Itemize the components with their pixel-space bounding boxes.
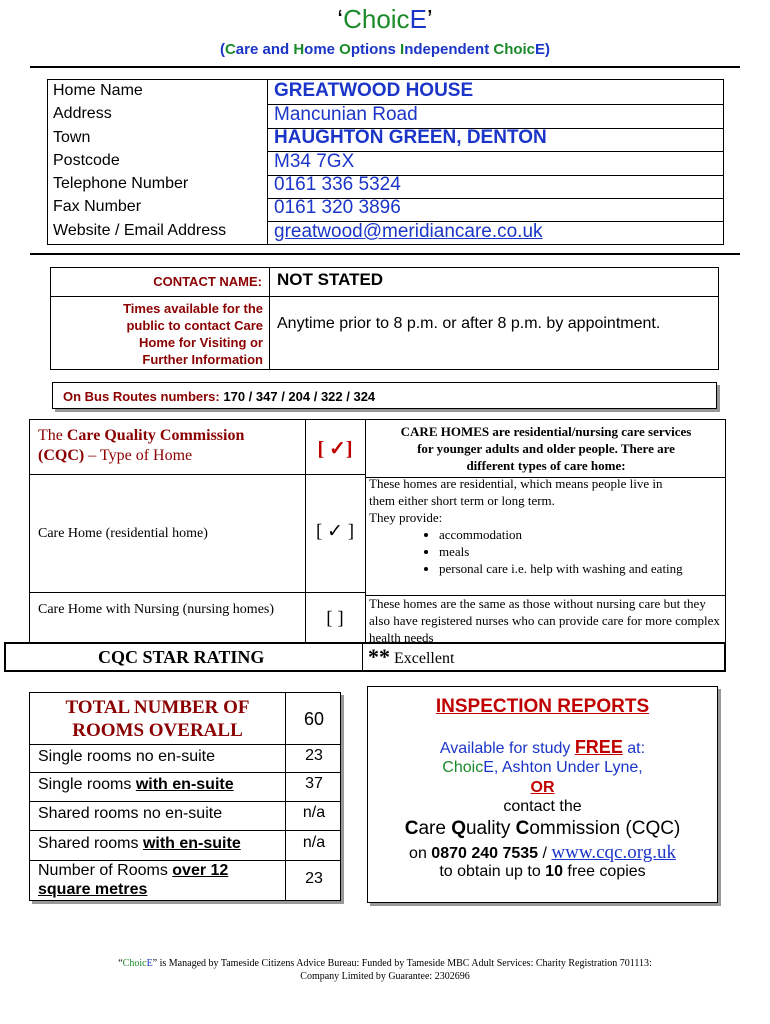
postcode-label: Postcode [53, 152, 120, 169]
cqc-header-part: Care Quality Commission [66, 427, 245, 444]
inspection-reports-box [367, 686, 718, 903]
cqc-header-part: The [38, 427, 67, 444]
care-homes-desc-line: different types of care home: [466, 458, 626, 473]
label-part: over 12 [172, 862, 229, 879]
row-divider [30, 744, 340, 745]
bus-routes-value: 170 / 347 / 204 / 322 / 324 [223, 389, 376, 404]
subtitle-part: ome [304, 41, 340, 58]
subtitle-part: H [293, 41, 305, 58]
care-homes-description [369, 423, 723, 474]
inspection-part: uality [465, 818, 516, 839]
inspection-part: C [515, 818, 530, 839]
inspection-title: INSPECTION REPORTS [435, 696, 650, 717]
care-homes-desc-line: for younger adults and older people. There are [417, 441, 675, 456]
provides-list [369, 526, 723, 577]
title-choic: Choic [343, 4, 410, 34]
residential-tick-mark: [ ✓ ] [315, 521, 355, 542]
inspection-part: are [418, 818, 452, 839]
footer-part: “ [118, 958, 123, 969]
inspection-available-line [368, 737, 717, 758]
inspection-phone-line [368, 842, 717, 864]
column-divider [362, 644, 363, 670]
subtitle-part: Choic [493, 41, 536, 58]
nursing-description: These homes are the same as those without nursing care but they also have registered nurses who can provide care for more complex health needs [369, 596, 720, 645]
inspection-part: Available for study [439, 740, 575, 757]
single-ensuite-value: 37 [305, 775, 323, 792]
single-no-ensuite-label: Single rooms no en-suite [38, 748, 215, 765]
residential-description [369, 475, 723, 577]
cqc-header-part: – Type of Home [84, 447, 193, 464]
times-label-line: Further Information [142, 352, 263, 367]
shared-ensuite-label [38, 834, 241, 853]
inspection-part: Q [451, 818, 466, 839]
subtitle-part: E [535, 41, 546, 58]
inspection-part: 10 [545, 863, 563, 880]
home-details-table [47, 79, 724, 245]
contact-name-value: NOT STATED [277, 270, 384, 289]
telephone-label: Telephone Number [53, 175, 189, 192]
row-divider [30, 592, 365, 593]
row-divider [51, 296, 718, 297]
title-quote-close: ’ [426, 4, 433, 34]
footer-line-2: Company Limited by Guarantee: 2302696 [300, 971, 470, 982]
cqc-phone: 0870 240 7535 [431, 845, 539, 862]
provides-item: • meals [439, 543, 723, 560]
address-label: Address [53, 105, 112, 122]
subtitle-part: ( [219, 41, 225, 58]
rooms-total-value: 60 [303, 709, 325, 729]
label-part: Number of Rooms [38, 862, 173, 879]
inspection-copies-line [368, 863, 717, 881]
label-part: Shared rooms [38, 835, 143, 852]
website-link[interactable]: greatwood@meridiancare.co.uk [274, 221, 543, 242]
subtitle-part: ndependent [404, 41, 494, 58]
fax-value: 0161 320 3896 [274, 197, 401, 218]
rooms-header: TOTAL NUMBER OF ROOMS OVERALL [65, 697, 250, 741]
inspection-part: C [404, 818, 419, 839]
inspection-part: at: [622, 740, 646, 757]
inspection-part: on [409, 845, 432, 862]
row-divider [30, 830, 340, 831]
website-label: Website / Email Address [53, 222, 227, 239]
footer [60, 957, 710, 983]
home-name-label: Home Name [53, 82, 143, 99]
fax-label: Fax Number [53, 198, 142, 215]
subtitle-part: are and [235, 41, 294, 58]
postcode-value: M34 7GX [274, 151, 355, 172]
large-rooms-label [38, 861, 283, 899]
footer-part: E [146, 958, 153, 969]
inspection-part: free copies [562, 863, 646, 880]
inspection-choice-line [368, 759, 717, 777]
bus-routes-box [52, 382, 717, 409]
details-divider [30, 253, 740, 255]
inspection-part: to obtain up to [439, 863, 546, 880]
provides-item: • personal care i.e. help with washing and eating [439, 560, 723, 577]
page-title [0, 4, 770, 35]
rooms-table [29, 692, 341, 901]
star-rating-stars: ** [368, 644, 390, 669]
single-ensuite-label [38, 775, 234, 794]
address-value: Mancunian Road [274, 104, 418, 125]
footer-part: is Managed by Tameside Citizens Advice Bureau: Funded by Tameside MBC Adult Services: Charity Registration 701113: [157, 958, 652, 969]
inspection-part: / [538, 845, 552, 862]
cqc-website-link[interactable]: www.cqc.org.uk [551, 842, 676, 863]
inspection-part: ommission (CQC) [529, 818, 681, 839]
residential-home-label: Care Home (residential home) [38, 526, 208, 541]
column-divider [365, 420, 366, 642]
subtitle-part: O [339, 41, 351, 58]
times-available-value: Anytime prior to 8 p.m. or after 8 p.m. by appointment. [277, 315, 661, 332]
label-part: with en-suite [135, 776, 234, 793]
footer-part: ” [152, 958, 158, 969]
home-name-value: GREATWOOD HOUSE [274, 80, 474, 101]
town-label: Town [53, 129, 91, 146]
inspection-part: Choic [442, 759, 484, 776]
contact-table [50, 267, 719, 370]
care-homes-desc-line: CARE HOMES are residential/nursing care services [400, 424, 692, 439]
subtitle-part: C [224, 41, 236, 58]
row-divider [30, 801, 340, 802]
inspection-contact-the: contact the [503, 798, 582, 815]
times-label-line: Times available for the [123, 301, 263, 316]
subtitle-part: I [400, 41, 405, 58]
shared-no-ensuite-label: Shared rooms no en-suite [38, 805, 223, 822]
times-available-label [51, 300, 263, 368]
cqc-home-type-table [29, 419, 726, 643]
inspection-part: , Ashton Under Lyne, [493, 759, 643, 776]
times-label-line: public to contact Care [126, 318, 263, 333]
inspection-part: E [483, 759, 494, 776]
header-tick-mark: [ ✓] [317, 438, 353, 460]
large-rooms-value: 23 [305, 870, 323, 887]
title-e: E [409, 4, 427, 34]
page-subtitle [0, 41, 770, 58]
subtitle-part: ptions [350, 41, 401, 58]
cqc-header-part: (CQC) [38, 447, 85, 464]
cqc-star-rating-row [4, 642, 726, 672]
residential-desc-line: them either short term or long term. [369, 493, 555, 508]
column-divider [269, 268, 270, 369]
inspection-cqc-line [368, 818, 717, 840]
times-label-line: Home for Visiting or [139, 335, 263, 350]
provides-item: • accommodation [439, 526, 723, 543]
cqc-type-header [38, 426, 244, 466]
header-divider [30, 66, 740, 68]
label-part: Single rooms [38, 776, 136, 793]
row-divider [30, 474, 365, 475]
inspection-or: OR [530, 779, 555, 796]
label-part: with en-suite [142, 835, 241, 852]
row-divider [30, 772, 340, 773]
footer-part: Choic [122, 958, 147, 969]
label-part: square metres [38, 881, 148, 898]
bus-routes-label: On Bus Routes numbers: [63, 389, 220, 404]
residential-desc-line: They provide: [369, 510, 443, 525]
shared-ensuite-value: n/a [302, 834, 326, 851]
nursing-tick-mark: [ ] [326, 608, 344, 629]
town-value: HAUGHTON GREEN, DENTON [274, 127, 547, 148]
single-no-ensuite-value: 23 [305, 747, 323, 764]
star-rating-label: CQC STAR RATING [98, 647, 265, 667]
free-emphasis: FREE [574, 737, 623, 757]
nursing-home-label: Care Home with Nursing (nursing homes) [38, 602, 275, 617]
subtitle-part: ) [545, 41, 551, 58]
title-quote-open: ‘ [337, 4, 344, 34]
telephone-value: 0161 336 5324 [274, 174, 401, 195]
shared-no-ensuite-value: n/a [302, 804, 326, 821]
star-rating-text: Excellent [394, 650, 455, 667]
footer-line-1 [60, 957, 710, 970]
contact-name-label: CONTACT NAME: [153, 274, 262, 289]
residential-desc-line: These homes are residential, which means people live in [369, 476, 663, 491]
